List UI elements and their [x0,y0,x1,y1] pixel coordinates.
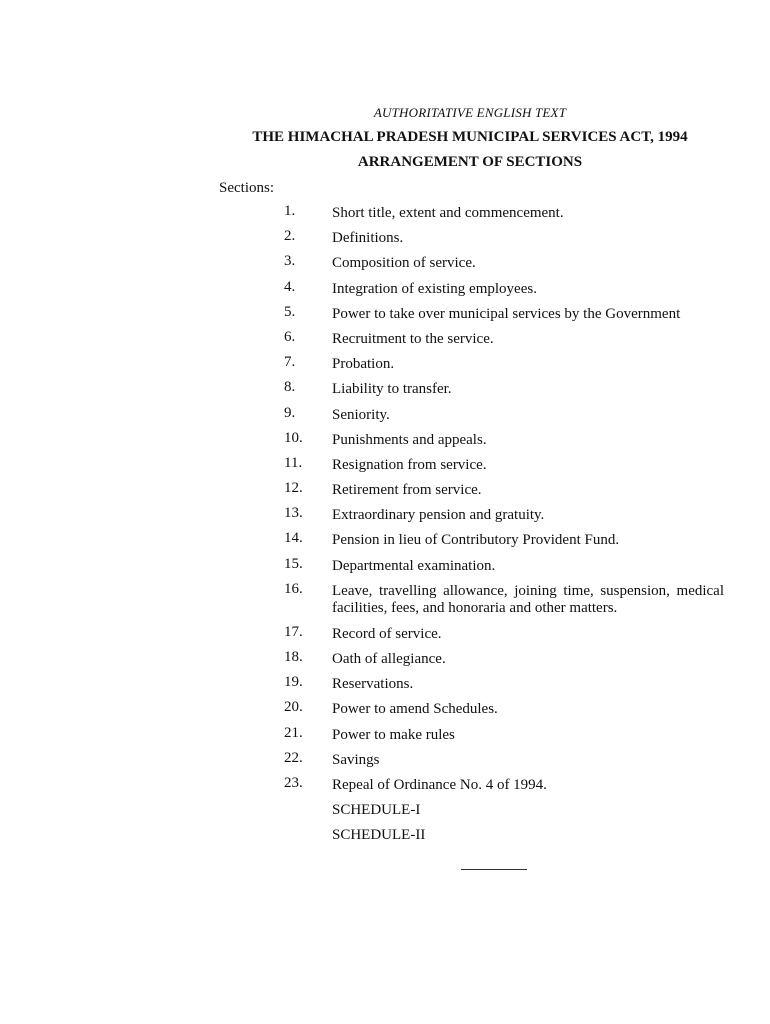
section-title: Record of service. [332,625,442,642]
sections-label: Sections: [219,180,274,196]
section-number: 15. [284,555,303,572]
section-title: Integration of existing employees. [332,280,537,297]
section-title: Composition of service. [332,255,476,272]
list-item [284,624,724,649]
section-number: 16. [284,580,303,597]
section-number: 21. [284,724,303,741]
list-item [284,279,724,304]
list-item [284,379,724,404]
schedule-item: SCHEDULE-II [332,827,426,844]
list-item [284,649,724,674]
section-title: Probation. [332,356,395,373]
section-number: 9. [284,404,296,421]
list-item [284,725,724,750]
section-title: Resignation from service. [332,456,487,473]
list-item [284,405,724,430]
document-title: THE HIMACHAL PRADESH MUNICIPAL SERVICES ACT, 1994 [252,129,688,145]
section-number: 3. [284,253,296,270]
section-number: 12. [284,480,303,497]
list-item [284,581,724,624]
list-item [284,430,724,455]
list-item [284,253,724,278]
section-number: 7. [284,354,296,371]
closing-rule [461,869,527,870]
section-number: 20. [284,699,303,716]
section-title: Extraordinary pension and gratuity. [332,507,545,524]
list-item [284,674,724,699]
section-number: 23. [284,774,303,791]
list-item [284,775,724,800]
section-title: Repeal of Ordinance No. 4 of 1994. [332,776,547,793]
section-number: 13. [284,505,303,522]
section-number: 14. [284,530,303,547]
schedule-item: SCHEDULE-I [332,802,421,819]
section-number: 10. [284,429,303,446]
section-number: 22. [284,749,303,766]
section-title: Short title, extent and commencement. [332,205,564,221]
list-item [284,699,724,724]
sections-list [284,203,724,851]
section-title: Leave, travelling allowance, joining time, suspension, medical facilities, fees, and honoraria and other matters. [332,582,724,617]
list-item [284,530,724,555]
section-number: 18. [284,649,303,665]
list-item [284,228,724,253]
list-item [284,203,724,228]
section-title: Liability to transfer. [332,381,452,398]
list-item [284,354,724,379]
section-number: 6. [284,328,296,345]
arrangement-heading: ARRANGEMENT OF SECTIONS [357,154,583,170]
section-title: Retirement from service. [332,482,482,499]
list-item [284,750,724,775]
section-number: 19. [284,674,303,691]
section-number: 17. [284,623,303,640]
list-item [284,480,724,505]
section-title: Power to make rules [332,726,455,743]
section-number: 5. [284,303,296,320]
section-title: Reservations. [332,676,414,693]
section-number: 4. [284,278,296,295]
section-title: Power to take over municipal services by the Government [332,305,681,322]
list-item [284,556,724,581]
section-title: Recruitment to the service. [332,330,494,347]
section-number: 8. [284,379,296,396]
section-number: 2. [284,228,296,245]
section-title: Pension in lieu of Contributory Provident Fund. [332,532,620,549]
document-subtitle: AUTHORITATIVE ENGLISH TEXT [373,105,567,120]
section-title: Oath of allegiance. [332,651,446,667]
section-title: Departmental examination. [332,557,496,574]
list-item [284,455,724,480]
section-number: 11. [284,454,303,471]
section-title: Power to amend Schedules. [332,701,498,718]
section-number: 1. [284,203,296,219]
list-item [284,505,724,530]
section-title: Punishments and appeals. [332,431,487,448]
section-title: Definitions. [332,230,404,247]
list-item [284,304,724,329]
list-item [284,329,724,354]
section-title: Savings [332,751,380,768]
section-title: Seniority. [332,406,390,423]
